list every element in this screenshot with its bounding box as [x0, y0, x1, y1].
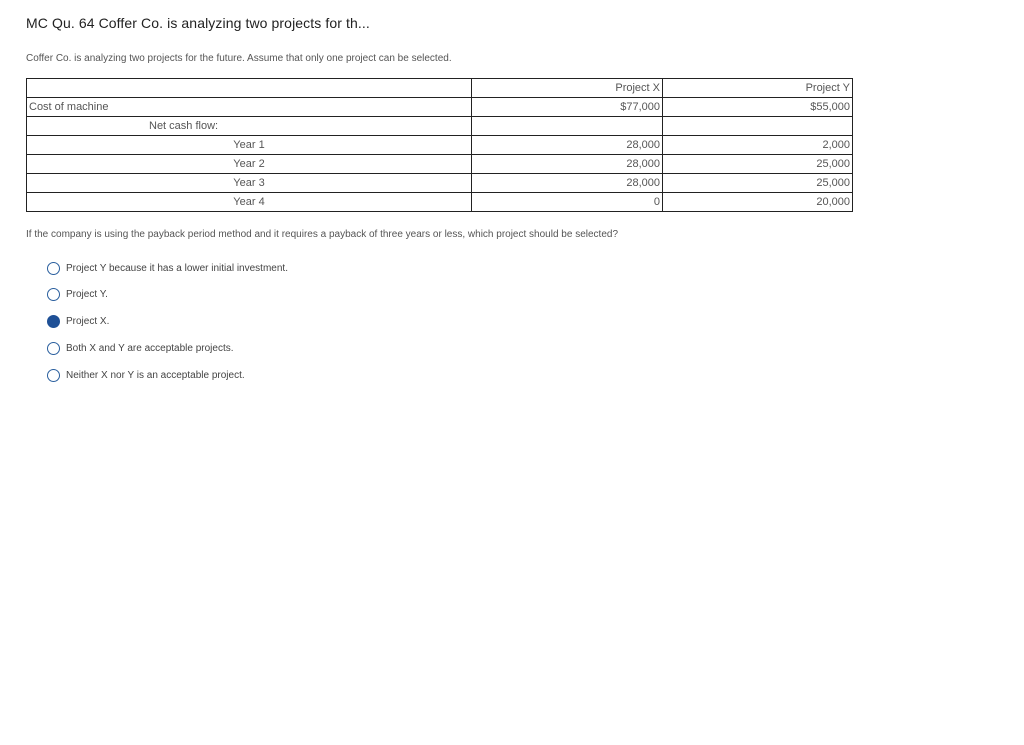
answer-options — [47, 260, 288, 394]
answer-option-label[interactable]: Project X. — [66, 316, 110, 328]
row-label-net-cash-flow: Net cash flow: — [27, 117, 472, 136]
table-corner-cell — [27, 79, 472, 98]
row-label-cost: Cost of machine — [27, 98, 472, 117]
radio-button-icon[interactable] — [47, 342, 60, 355]
cell-year-2-x: 28,000 — [472, 155, 663, 174]
radio-button-icon[interactable] — [47, 369, 60, 382]
table-header-row — [27, 79, 853, 98]
cell-year-4-y: 20,000 — [663, 193, 853, 212]
radio-button-icon[interactable] — [47, 288, 60, 301]
answer-option-5[interactable] — [47, 367, 288, 383]
cell-year-3-y: 25,000 — [663, 174, 853, 193]
question-title: MC Qu. 64 Coffer Co. is analyzing two projects for th... — [26, 15, 370, 31]
answer-option-3[interactable] — [47, 314, 288, 330]
radio-button-selected-icon[interactable] — [47, 315, 60, 328]
question-prompt: If the company is using the payback period method and it requires a payback of three years or less, which project should be selected? — [26, 229, 619, 240]
row-label-year-4: Year 4 — [27, 193, 472, 212]
cell-cost-y: $55,000 — [663, 98, 853, 117]
row-label-year-3: Year 3 — [27, 174, 472, 193]
cell-year-4-x: 0 — [472, 193, 663, 212]
cell-cost-x: $77,000 — [472, 98, 663, 117]
table-row-cost — [27, 98, 853, 117]
row-label-year-1: Year 1 — [27, 136, 472, 155]
answer-option-label[interactable]: Neither X nor Y is an acceptable project. — [66, 369, 245, 381]
table-row-year-2 — [27, 155, 853, 174]
cell-ncf-y — [663, 117, 853, 136]
cell-year-1-x: 28,000 — [472, 136, 663, 155]
answer-option-label[interactable]: Project Y because it has a lower initial investment. — [66, 262, 288, 274]
projects-table — [26, 78, 853, 212]
cell-year-3-x: 28,000 — [472, 174, 663, 193]
table-row-year-3 — [27, 174, 853, 193]
table-row-year-4 — [27, 193, 853, 212]
answer-option-2[interactable] — [47, 287, 288, 303]
answer-option-label[interactable]: Project Y. — [66, 289, 108, 301]
column-header-project-x: Project X — [472, 79, 663, 98]
cell-ncf-x — [472, 117, 663, 136]
answer-option-label[interactable]: Both X and Y are acceptable projects. — [66, 342, 234, 354]
cell-year-1-y: 2,000 — [663, 136, 853, 155]
radio-button-icon[interactable] — [47, 262, 60, 275]
answer-option-1[interactable] — [47, 260, 288, 276]
table-row-year-1 — [27, 136, 853, 155]
question-intro: Coffer Co. is analyzing two projects for the future. Assume that only one project can be selected. — [26, 53, 452, 64]
column-header-project-y: Project Y — [663, 79, 853, 98]
answer-option-4[interactable] — [47, 340, 288, 356]
row-label-year-2: Year 2 — [27, 155, 472, 174]
table-row-net-cash-flow — [27, 117, 853, 136]
cell-year-2-y: 25,000 — [663, 155, 853, 174]
